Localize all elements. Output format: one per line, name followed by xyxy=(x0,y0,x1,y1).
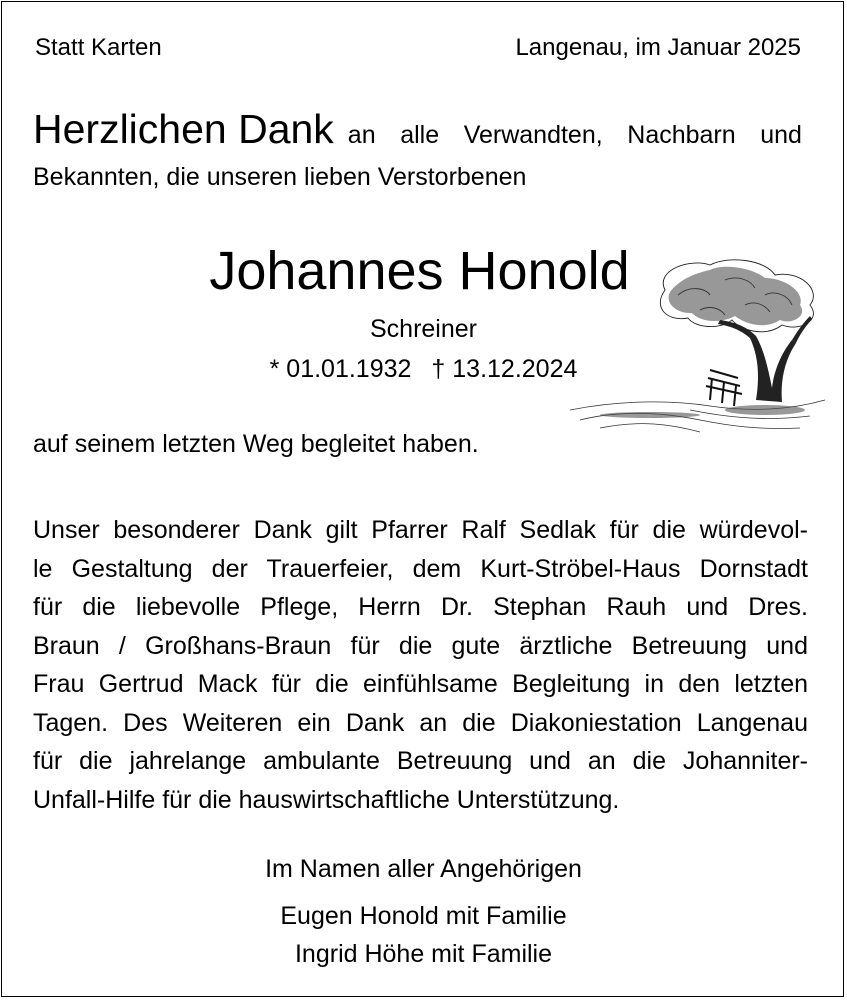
paragraph-line: Unser besonderer Dank gilt Pfarrer Ralf Sedlak für die würdevol- xyxy=(33,516,808,544)
header-place-date: Langenau, im Januar 2025 xyxy=(515,34,801,61)
thanks-word: Verwandten, xyxy=(463,121,603,149)
header-statt-karten: Statt Karten xyxy=(35,34,162,61)
paragraph-line: für die liebevolle Pflege, Herrn Dr. Stephan Rauh und Dres. xyxy=(33,593,808,621)
thanks-word: und xyxy=(760,121,802,149)
death-date: † 13.12.2024 xyxy=(431,355,578,383)
thanks-word: Nachbarn xyxy=(627,121,736,149)
deceased-name-text: Johannes Honold xyxy=(209,241,630,301)
thanks-paragraph xyxy=(33,511,808,819)
birth-date: * 01.01.1932 xyxy=(269,355,412,383)
paragraph-line: Unfall-Hilfe für die hauswirtschaftliche Unterstützung. xyxy=(33,785,620,814)
thanks-line-2: Bekannten, die unseren lieben Verstorbenen xyxy=(33,163,527,191)
thanks-line-rest xyxy=(348,121,802,150)
signature-intro: Im Namen aller Angehörigen xyxy=(265,855,582,883)
paragraph-line: Tagen. Des Weiteren ein Dank an die Diakoniestation Langenau xyxy=(33,708,808,737)
accompanied-line: auf seinem letzten Weg begleitet haben. xyxy=(33,430,479,458)
paragraph-line: Frau Gertrud Mack für die einfühlsame Begleitung in den letzten xyxy=(33,670,808,698)
thanks-title: Herzlichen Dank xyxy=(33,106,334,152)
paragraph-line: für die jahrelange ambulante Betreuung und an die Johanniter- xyxy=(33,747,808,775)
thanks-line xyxy=(33,106,802,153)
deceased-occupation: Schreiner xyxy=(370,315,477,343)
signature-family-1: Eugen Honold mit Familie xyxy=(280,902,567,930)
tree-with-bench-illustration-icon xyxy=(560,250,830,440)
paragraph-line: le Gestaltung der Trauerfeier, dem Kurt-Ströbel-Haus Dornstadt xyxy=(33,554,808,583)
paragraph-line: Braun / Großhans-Braun für die gute ärztliche Betreuung und xyxy=(33,631,808,660)
signature-family-2: Ingrid Höhe mit Familie xyxy=(294,940,553,968)
thanks-word: an xyxy=(347,121,376,149)
thanks-word: alle xyxy=(400,121,440,149)
